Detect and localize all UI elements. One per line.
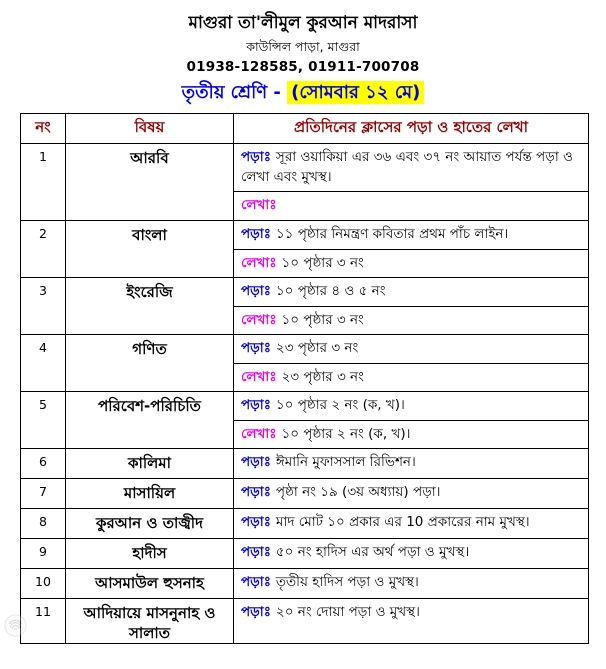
table-row [21,449,589,479]
school-address: কাউন্সিল পাড়া, মাগুরা [246,39,360,55]
lesson-schedule-table [20,113,589,644]
serial-number-cell: 2 [21,220,66,277]
serial-number-cell: 10 [21,569,66,599]
subject-cell: কুরআন ও তাজ্বীদ [66,509,234,539]
class-name: তৃতীয় শ্রেণি - [181,81,288,103]
writing-label: লেখাঃ [241,425,277,442]
task-text: তৃতীয় হাদিস পড়া ও মুখস্থ। [275,574,419,591]
serial-number-cell: 5 [21,392,66,449]
table-row [21,220,589,249]
reading-label: পড়াঃ [241,283,271,300]
serial-number-cell: 6 [21,449,66,479]
reading-label: পড়াঃ [241,454,271,471]
task-text: ১০ পৃষ্ঠার ৪ ও ৫ নং [275,283,386,300]
writing-label: লেখাঃ [241,254,277,271]
reading-task-cell [234,335,589,364]
task-text: ঈমানি মুফাসসাল রিভিশন। [275,454,416,471]
subject-cell: পরিবেশ-পরিচিতি [66,392,234,449]
table-row [21,509,589,539]
table-body [21,144,589,644]
reading-task-cell [234,449,589,479]
writing-task-cell [234,420,589,449]
table-header-row [21,114,589,144]
fingerprint-icon [2,612,29,639]
writing-task-cell [234,306,589,335]
writing-label: লেখাঃ [241,197,277,214]
class-date-highlight: (সোমবার ১২ মে) [287,81,424,104]
serial-number-cell: 1 [21,144,66,221]
subject-cell: বাংলা [66,220,234,277]
class-title [0,82,606,105]
task-text: ৫০ নং হাদিস এর অর্থ পড়া ও মুখস্থ। [275,544,470,561]
subject-cell: আসমাউল হুসনাহ [66,569,234,599]
task-text: ১০ পৃষ্ঠার ২ নং (ক, খ)। [281,425,411,442]
reading-label: পড়াঃ [241,544,271,561]
subject-cell: গণিত [66,335,234,392]
document-header [0,0,606,104]
subject-cell: মাসায়িল [66,479,234,509]
task-text: ২০ নং দোয়া পড়া ও মুখস্থ। [275,604,420,621]
reading-label: পড়াঃ [241,397,271,414]
table-row [21,479,589,509]
task-text: পৃষ্ঠা নং ১৯ (৩য় অধ্যায়) পড়া। [275,484,441,501]
reading-label: পড়াঃ [241,340,271,357]
column-header-content: প্রতিদিনের ক্লাসের পড়া ও হাতের লেখা [234,114,589,144]
reading-task-cell [234,539,589,569]
column-header-subject: বিষয় [66,114,234,144]
phone-numbers: 01938-128585, 01911-700708 [186,58,420,75]
serial-number-cell: 8 [21,509,66,539]
task-text: ১১ পৃষ্ঠার নিমন্ত্রণ কবিতার প্রথম পাঁচ লাইন। [275,225,509,242]
writing-label: লেখাঃ [241,311,277,328]
writing-task-cell [234,249,589,278]
table-row [21,392,589,421]
task-text: ২৩ পৃষ্ঠার ৩ নং [281,368,364,385]
reading-task-cell [234,569,589,599]
reading-task-cell [234,509,589,539]
writing-task-cell [234,192,589,221]
subject-cell: আদিয়ায়ে মাসনুনাহ ও সালাত [66,599,234,644]
reading-task-cell [234,479,589,509]
reading-task-cell [234,599,589,644]
reading-label: পড়াঃ [241,574,271,591]
task-text: ১০ পৃষ্ঠার ২ নং (ক, খ)। [275,397,405,414]
subject-cell: ইংরেজি [66,278,234,335]
reading-label: পড়াঃ [241,149,271,166]
task-text: ১০ পৃষ্ঠার ৩ নং [281,254,364,271]
column-header-serial: নং [21,114,66,144]
reading-task-cell [234,144,589,192]
reading-task-cell [234,278,589,307]
subject-cell: আরবি [66,144,234,221]
table-row [21,539,589,569]
writing-label: লেখাঃ [241,368,277,385]
task-text: ২৩ পৃষ্ঠার ৩ নং [275,340,359,357]
serial-number-cell: 3 [21,278,66,335]
table-row [21,144,589,192]
reading-task-cell [234,392,589,421]
serial-number-cell: 11 [21,599,66,644]
subject-cell: কালিমা [66,449,234,479]
reading-task-cell [234,220,589,249]
task-text: মাদ মোট ১০ প্রকার এর 10 প্রকারের নাম মুখস্থ। [275,514,530,531]
table-row [21,335,589,364]
school-name: মাগুরা তা'লীমুল কুরআন মাদরাসা [188,13,418,33]
reading-label: পড়াঃ [241,225,271,242]
serial-number-cell: 7 [21,479,66,509]
serial-number-cell: 9 [21,539,66,569]
reading-label: পড়াঃ [241,604,271,621]
subject-cell: হাদীস [66,539,234,569]
writing-task-cell [234,363,589,392]
task-text: সূরা ওয়াকিয়া এর ৩৬ এবং ৩৭ নং আয়াত পর্যন্ত পড়া ও লেখা এবং মুখস্থ। [241,149,573,185]
reading-label: পড়াঃ [241,514,271,531]
table-row [21,569,589,599]
serial-number-cell: 4 [21,335,66,392]
table-row [21,278,589,307]
table-row [21,599,589,644]
reading-label: পড়াঃ [241,484,271,501]
task-text: ১০ পৃষ্ঠার ৩ নং [281,311,364,328]
